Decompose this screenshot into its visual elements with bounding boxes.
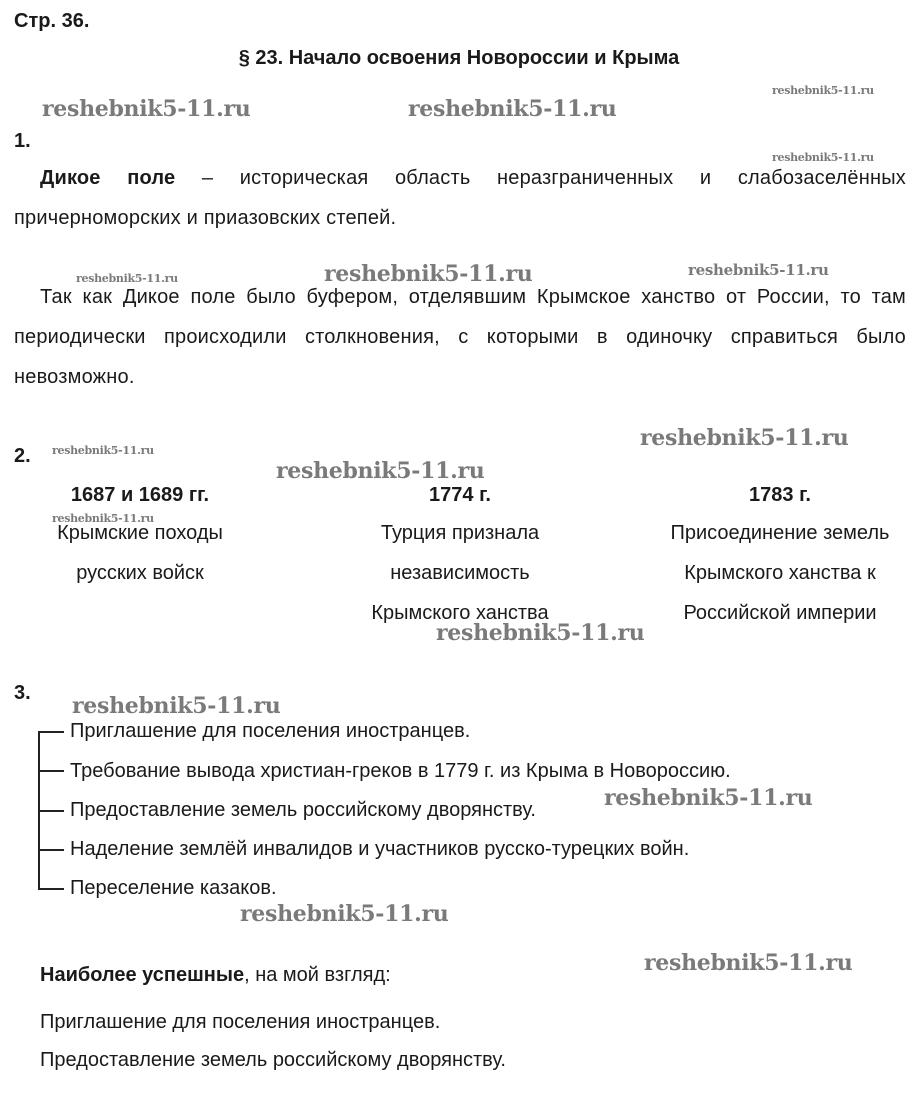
event-line: Присоединение земель: [670, 522, 890, 544]
watermark: reshebnik5-11.ru: [640, 425, 849, 451]
event-line: русских войск: [76, 562, 204, 584]
measure-item: Требование вывода христиан-греков в 1779 г. из Крыма в Новороссию.: [70, 760, 731, 782]
best-item: Предоставление земель российскому дворянству.: [40, 1049, 506, 1071]
measure-item: Переселение казаков.: [70, 877, 277, 899]
watermark: reshebnik5-11.ru: [772, 151, 874, 164]
tree-branch: [38, 888, 64, 890]
best-suffix: , на мой взгляд:: [244, 964, 391, 986]
event-line: Крымского ханства: [371, 602, 549, 624]
timeline-date: 1687 и 1689 гг.: [70, 484, 210, 506]
definition-paragraph: [14, 158, 906, 238]
event-line: Крымские походы: [57, 522, 223, 544]
page-number: Стр. 36.: [14, 10, 90, 32]
watermark: reshebnik5-11.ru: [42, 96, 251, 122]
watermark: reshebnik5-11.ru: [688, 261, 829, 279]
section-title: § 23. Начало освоения Новороссии и Крыма: [238, 47, 680, 69]
tree-branch: [38, 770, 64, 772]
tree-branch: [38, 810, 64, 812]
watermark: reshebnik5-11.ru: [72, 693, 281, 719]
timeline-event: [650, 513, 910, 633]
event-line: Крымского ханства к: [684, 562, 876, 584]
watermark: reshebnik5-11.ru: [604, 785, 813, 811]
event-line: Российской империи: [683, 602, 877, 624]
watermark: reshebnik5-11.ru: [408, 96, 617, 122]
measure-item: Предоставление земель российскому дворянству.: [70, 799, 536, 821]
watermark: reshebnik5-11.ru: [52, 512, 154, 525]
event-line: Турция признала: [380, 522, 540, 544]
explanation-paragraph: Так как Дикое поле было буфером, отделявшим Крымское ханство от России, то там периодически происходили столкновения, с которыми в одиночку справиться было невозможно.: [14, 286, 906, 388]
defined-term: Дикое поле: [40, 167, 176, 189]
best-heading: [40, 964, 391, 987]
timeline-event: [20, 513, 260, 593]
timeline-date: 1774 г.: [429, 484, 491, 506]
best-item: Приглашение для поселения иностранцев.: [40, 1011, 441, 1033]
definition-text: – историческая область неразграниченных и слабозаселённых причерноморских и приазовских степей.: [14, 167, 906, 229]
task-number: 3.: [14, 682, 31, 704]
watermark: reshebnik5-11.ru: [276, 458, 485, 484]
event-line: независимость: [390, 562, 530, 584]
task-number: 1.: [14, 130, 31, 152]
watermark: reshebnik5-11.ru: [772, 84, 874, 97]
watermark: reshebnik5-11.ru: [436, 620, 645, 646]
tree-branch: [38, 849, 64, 851]
timeline-event: [330, 513, 590, 633]
measure-item: Приглашение для поселения иностранцев.: [70, 720, 471, 742]
task-number: 2.: [14, 445, 31, 467]
watermark: reshebnik5-11.ru: [240, 901, 449, 927]
tree-branch: [38, 731, 64, 733]
watermark: reshebnik5-11.ru: [324, 261, 533, 287]
measure-item: Наделение землёй инвалидов и участников русско-турецких войн.: [70, 838, 690, 860]
timeline-date: 1783 г.: [749, 484, 811, 506]
watermark: reshebnik5-11.ru: [52, 444, 154, 457]
watermark: reshebnik5-11.ru: [644, 950, 853, 976]
watermark: reshebnik5-11.ru: [76, 272, 178, 285]
best-label: Наиболее успешные: [40, 964, 245, 986]
